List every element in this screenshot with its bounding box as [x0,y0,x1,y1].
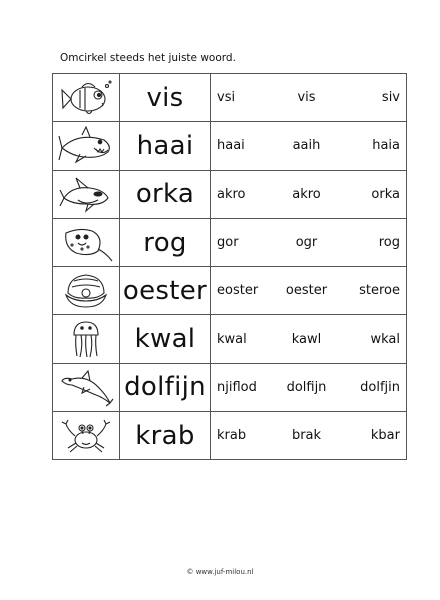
oyster-icon [53,267,119,314]
option-word[interactable]: akro [217,186,246,202]
option-word[interactable]: gor [217,235,239,251]
target-word: oester [120,267,211,315]
option-word[interactable]: kawl [291,331,322,347]
target-word: rog [120,218,211,266]
option-word[interactable]: dolfijn [286,379,327,395]
footer-credit: © www.juf-milou.nl [186,568,254,576]
option-word[interactable]: steroe [359,283,400,299]
option-word[interactable]: oester [285,283,328,299]
option-word[interactable]: dolfjin [360,379,400,395]
word-table [52,73,407,460]
option-word[interactable]: ogr [295,235,318,251]
option-word[interactable]: njiflod [217,379,257,395]
table-row [53,363,407,411]
option-word[interactable]: eoster [217,283,259,299]
crab-icon [53,412,119,459]
jellyfish-icon [53,315,119,362]
option-word[interactable]: kwal [217,331,247,347]
table-row [53,122,407,170]
option-word[interactable]: kbar [370,428,400,444]
target-word: krab [120,412,211,460]
table-row [53,267,407,315]
option-word[interactable]: brak [291,428,322,444]
target-word: orka [120,170,211,218]
target-word: kwal [120,315,211,363]
option-word[interactable]: krab [217,428,247,444]
option-word[interactable]: haai [217,138,245,154]
table-row [53,74,407,122]
orca-icon [53,171,119,218]
instruction-text: Omcirkel steeds het juiste woord. [60,52,236,64]
shark-icon [53,122,119,169]
table-row [53,170,407,218]
table-row [53,315,407,363]
fish-icon [53,74,119,121]
dolphin-icon [53,364,119,411]
option-word[interactable]: akro [292,186,321,202]
option-word[interactable]: rog [378,235,400,251]
option-word[interactable]: orka [371,186,400,202]
stingray-icon [53,219,119,266]
table-row [53,412,407,460]
option-word[interactable]: siv [381,90,400,106]
target-word: vis [120,74,211,122]
option-word[interactable]: wkal [370,331,400,347]
target-word: haai [120,122,211,170]
option-word[interactable]: vis [297,90,316,106]
target-word: dolfijn [120,363,211,411]
option-word[interactable]: vsi [217,90,236,106]
table-row [53,218,407,266]
option-word[interactable]: aaih [292,138,321,154]
option-word[interactable]: haia [372,138,400,154]
